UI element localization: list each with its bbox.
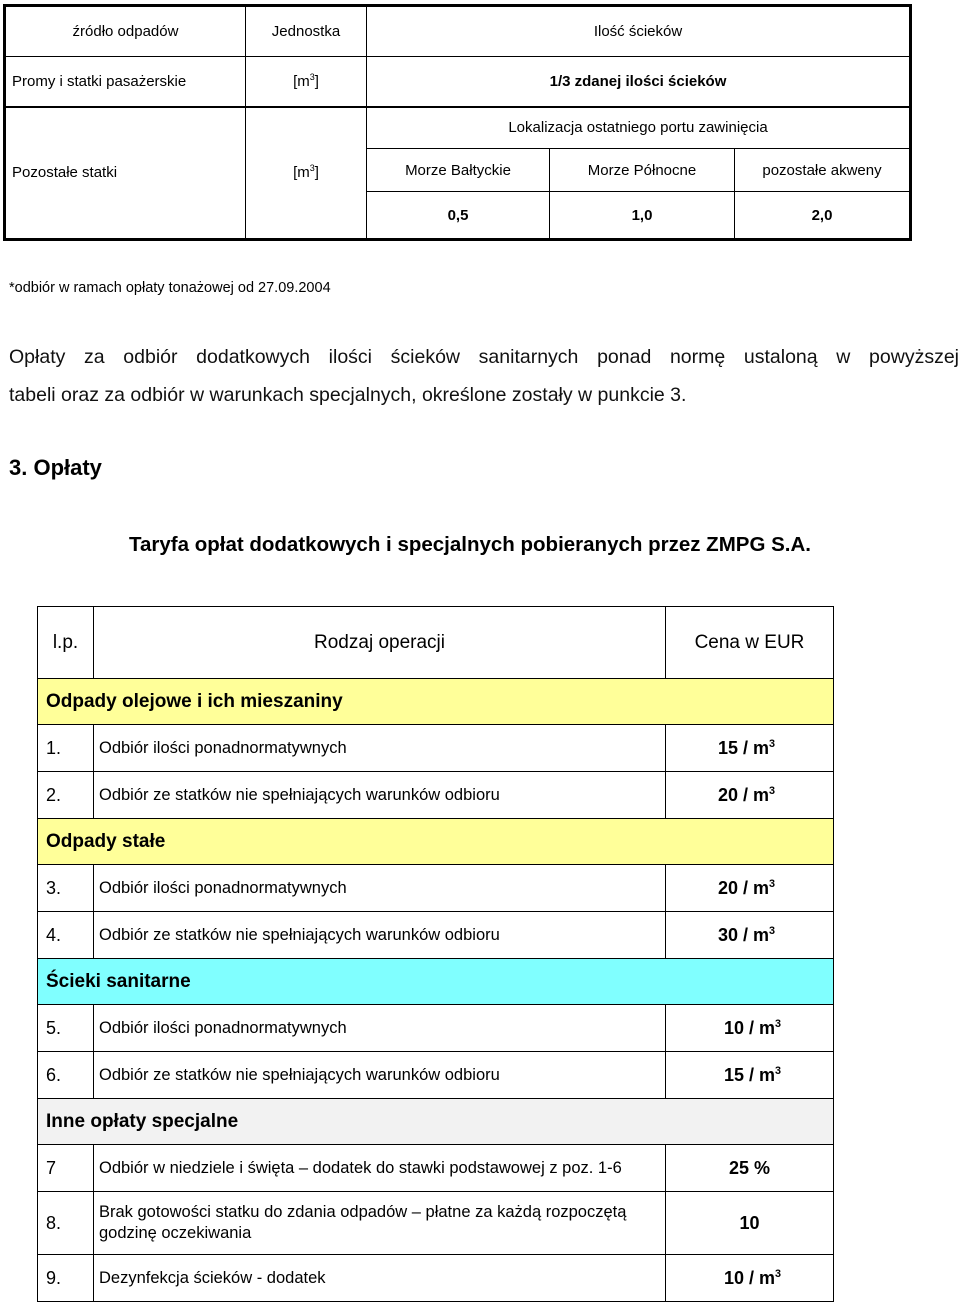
row-description: Odbiór ilości ponadnormatywnych xyxy=(94,725,666,772)
row-price: $15 / m^3$ xyxy=(666,725,834,772)
row-price: $15 / m^3$ xyxy=(666,1052,834,1099)
row-description: Odbiór ilości ponadnormatywnych xyxy=(94,1005,666,1052)
value-baltic: 0,5 xyxy=(367,192,550,240)
tariff-row xyxy=(38,1005,834,1052)
row-number: 3. xyxy=(38,865,94,912)
tariff-row xyxy=(38,1145,834,1192)
other-unit: $[m^3]$ xyxy=(246,107,367,240)
tariff-row xyxy=(38,772,834,819)
region-other: pozostałe akweny xyxy=(735,149,911,192)
section-heading: 3. Opłaty xyxy=(9,455,102,480)
passenger-ships-label: Promy i statki pasażerskie xyxy=(5,57,246,107)
header-quantity: Ilość ścieków xyxy=(367,6,911,57)
row-description: Odbiór w niedziele i święta – dodatek do stawki podstawowej z poz. 1-6 xyxy=(94,1145,666,1192)
row-description: Odbiór ze statków nie spełniających warunków odbioru xyxy=(94,772,666,819)
header-lp: l.p. xyxy=(38,607,94,679)
row-price: $10 / m^3$ xyxy=(666,1005,834,1052)
row-price: 25 % xyxy=(666,1145,834,1192)
paragraph-line-2: tabeli oraz za odbiór w warunkach specjalnych, określone zostały w punkcie 3. xyxy=(9,384,687,406)
passenger-quantity: 1/3 zdanej ilości ścieków xyxy=(367,57,911,107)
row-number: 4. xyxy=(38,912,94,959)
row-number: 8. xyxy=(38,1192,94,1255)
header-unit: Jednostka xyxy=(246,6,367,57)
row-number: 2. xyxy=(38,772,94,819)
value-north-sea: 1,0 xyxy=(550,192,735,240)
row-price: $10 / m^3$ xyxy=(666,1255,834,1302)
row-description: Dezynfekcja ścieków - dodatek xyxy=(94,1255,666,1302)
row-number: 7 xyxy=(38,1145,94,1192)
region-baltic: Morze Bałtyckie xyxy=(367,149,550,192)
tariff-row xyxy=(38,1192,834,1255)
tariff-row xyxy=(38,725,834,772)
tariff-table xyxy=(37,606,834,1302)
row-price: 10 xyxy=(666,1192,834,1255)
row-description: Brak gotowości statku do zdania odpadów – płatne za każdą rozpoczętą godzinę oczekiwania xyxy=(94,1192,666,1255)
waste-quantity-table xyxy=(3,4,912,241)
tariff-row xyxy=(38,865,834,912)
row-description: Odbiór ilości ponadnormatywnych xyxy=(94,865,666,912)
category-sanitary-sewage: Ścieki sanitarne xyxy=(38,959,834,1005)
row-price: $20 / m^3$ xyxy=(666,772,834,819)
tariff-row xyxy=(38,1255,834,1302)
category-other-special-fees: Inne opłaty specjalne xyxy=(38,1099,834,1145)
value-other: 2,0 xyxy=(735,192,911,240)
tariff-row xyxy=(38,1052,834,1099)
paragraph-line-1: Opłaty za odbiór dodatkowych ilości ścieków sanitarnych ponad normę ustaloną w powyższej xyxy=(9,346,959,368)
row-number: 9. xyxy=(38,1255,94,1302)
passenger-unit: $[m^3]$ xyxy=(246,57,367,107)
category-oil-waste: Odpady olejowe i ich mieszaniny xyxy=(38,679,834,725)
region-north-sea: Morze Północne xyxy=(550,149,735,192)
footnote: *odbiór w ramach opłaty tonażowej od 27.09.2004 xyxy=(9,280,331,296)
header-operation: Rodzaj operacji xyxy=(94,607,666,679)
tariff-row xyxy=(38,912,834,959)
row-description: Odbiór ze statków nie spełniających warunków odbioru xyxy=(94,912,666,959)
fees-paragraph xyxy=(9,338,959,414)
row-number: 1. xyxy=(38,725,94,772)
header-price: Cena w EUR xyxy=(666,607,834,679)
category-solid-waste: Odpady stałe xyxy=(38,819,834,865)
tariff-title: Taryfa opłat dodatkowych i specjalnych pobieranych przez ZMPG S.A. xyxy=(129,533,811,556)
row-price: $20 / m^3$ xyxy=(666,865,834,912)
row-price: $30 / m^3$ xyxy=(666,912,834,959)
row-number: 5. xyxy=(38,1005,94,1052)
other-ships-label: Pozostałe statki xyxy=(5,107,246,240)
location-label: Lokalizacja ostatniego portu zawinięcia xyxy=(367,107,911,149)
row-number: 6. xyxy=(38,1052,94,1099)
row-description: Odbiór ze statków nie spełniających warunków odbioru xyxy=(94,1052,666,1099)
header-source: źródło odpadów xyxy=(5,6,246,57)
